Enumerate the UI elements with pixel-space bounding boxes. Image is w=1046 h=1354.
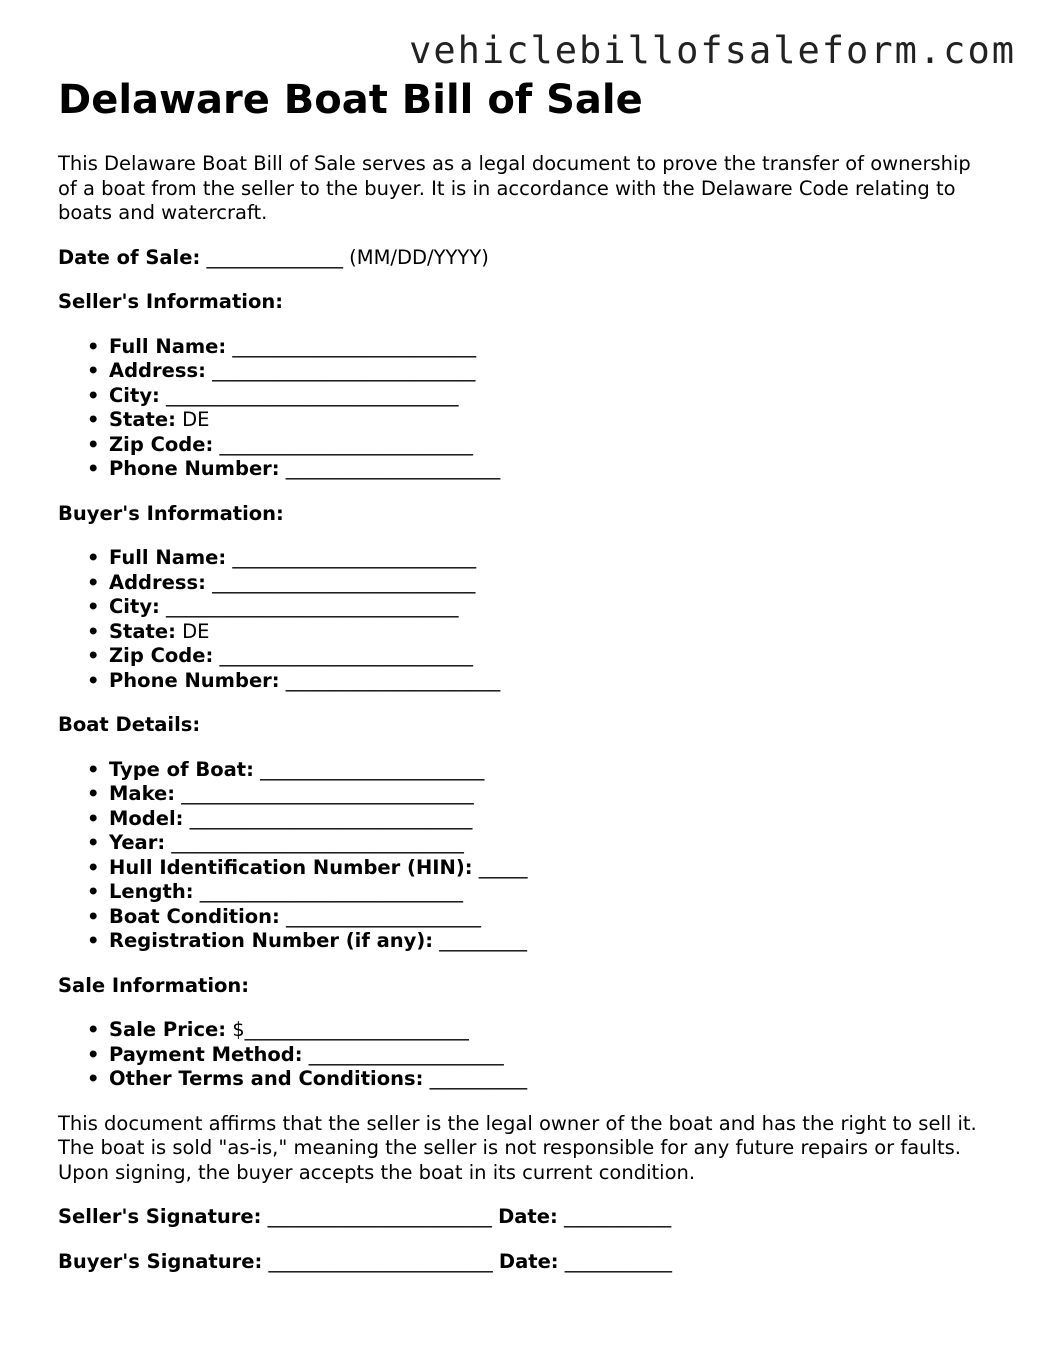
seller-state: [109, 408, 988, 433]
buyer-state: [109, 620, 988, 645]
field-value: DE: [175, 408, 210, 431]
buyer-signature-label: Buyer's Signature:: [58, 1249, 263, 1273]
sale-price: [109, 1018, 988, 1043]
boat-model: [109, 807, 988, 832]
field-value: DE: [175, 619, 210, 643]
boat-condition: [109, 905, 988, 930]
field-value: _________________________: [226, 334, 477, 358]
field-label: Payment Method:: [109, 1042, 303, 1066]
field-label: State:: [109, 408, 176, 431]
buyer-city: [109, 595, 988, 620]
intro-paragraph: This Delaware Boat Bill of Sale serves as a legal document to prove the transfer of ownership of a boat from the seller to the buyer. It is in accordance with the Delaware Code relating to boats and watercraft.: [58, 152, 971, 224]
field-label: Full Name:: [109, 334, 227, 358]
seller-signature-label: Seller's Signature:: [58, 1205, 262, 1228]
field-value: _________________________: [226, 546, 477, 569]
field-label: Type of Boat:: [109, 757, 254, 781]
field-label: City:: [109, 595, 160, 618]
seller-zip-code: [109, 433, 988, 458]
field-value: ____________________: [279, 904, 482, 928]
field-value: __________: [423, 1067, 528, 1090]
field-value: ______________________: [279, 457, 501, 480]
boat-length: [109, 880, 988, 905]
boat-type: [109, 758, 988, 783]
field-value: _____: [472, 855, 528, 879]
bill-of-sale-document: [58, 78, 988, 1274]
site-watermark: vehiclebillofsaleform.com: [409, 29, 1016, 72]
field-label: Boat Condition:: [109, 904, 280, 928]
buyer-info-list: [58, 546, 988, 693]
seller-info-list: [58, 335, 988, 482]
field-value: _____________________________: [183, 806, 473, 830]
seller-full-name: [109, 335, 988, 360]
field-value: ___________________________: [205, 570, 476, 594]
seller-address: [109, 359, 988, 384]
buyer-zip-code: [109, 644, 988, 669]
field-label: City:: [109, 383, 160, 407]
seller-signature-field: _______________________: [261, 1205, 499, 1228]
field-label: Zip Code:: [109, 644, 214, 667]
buyer-phone-number: [109, 669, 988, 694]
field-value: ______________________________: [175, 782, 474, 805]
date-of-sale-field: ______________ (MM/DD/YYYY): [200, 245, 489, 269]
field-value: $_______________________: [226, 1018, 469, 1041]
field-value: __________________________: [213, 432, 473, 456]
date-of-sale-label: Date of Sale:: [58, 245, 201, 269]
field-label: Zip Code:: [109, 432, 214, 456]
field-label: Length:: [109, 880, 194, 903]
boat-hin: [109, 856, 988, 881]
date-of-sale-line: [58, 246, 988, 271]
other-terms: [109, 1067, 988, 1092]
sale-section-title: Sale Information:: [58, 973, 250, 997]
seller-date-label: Date:: [498, 1205, 558, 1228]
buyer-date-field: ___________: [558, 1249, 673, 1273]
buyer-full-name: [109, 546, 988, 571]
sale-info-list: [58, 1018, 988, 1092]
seller-date-field: ___________: [557, 1205, 672, 1228]
field-label: Make:: [109, 782, 176, 805]
field-value: ______________________________: [159, 595, 459, 618]
buyer-address: [109, 571, 988, 596]
boat-section-title: Boat Details:: [58, 713, 201, 736]
boat-make: [109, 782, 988, 807]
buyer-signature-line: [58, 1250, 988, 1275]
seller-city: [109, 384, 988, 409]
field-value: ___________________________: [193, 880, 463, 903]
field-value: __________________________: [213, 644, 473, 667]
field-label: Address:: [109, 570, 206, 594]
field-label: Phone Number:: [109, 457, 280, 480]
field-value: ______________________: [279, 668, 501, 692]
buyer-date-label: Date:: [498, 1249, 559, 1273]
closing-paragraph: This document affirms that the seller is the legal owner of the boat and has the right to sell it. The boat is sold "as-is," meaning the seller is not responsible for any future repairs or faults. Upon signing, the buyer accepts the boat in its current condition.: [58, 1111, 977, 1184]
payment-method: [109, 1043, 988, 1068]
field-label: Model:: [109, 806, 184, 830]
field-label: Other Terms and Conditions:: [109, 1067, 424, 1090]
field-label: Sale Price:: [109, 1018, 227, 1041]
document-title: Delaware Boat Bill of Sale: [58, 77, 643, 123]
field-label: Year:: [109, 831, 166, 854]
boat-registration-number: [109, 929, 988, 954]
field-value: ____________________: [302, 1042, 504, 1066]
field-value: ______________________________: [165, 831, 464, 854]
field-value: ___________________________: [205, 359, 476, 382]
field-label: Phone Number:: [109, 668, 280, 692]
seller-signature-line: [58, 1205, 988, 1230]
field-value: ______________________________: [159, 383, 459, 407]
buyer-section-title: Buyer's Information:: [58, 501, 284, 525]
field-label: Registration Number (if any):: [109, 929, 434, 952]
buyer-signature-field: _______________________: [262, 1249, 499, 1273]
seller-section-title: Seller's Information:: [58, 290, 284, 313]
field-label: State:: [109, 619, 176, 643]
field-value: _________: [433, 929, 528, 952]
boat-year: [109, 831, 988, 856]
field-label: Hull Identification Number (HIN):: [109, 855, 473, 879]
field-value: _______________________: [253, 757, 485, 781]
boat-details-list: [58, 758, 988, 954]
seller-phone-number: [109, 457, 988, 482]
field-label: Address:: [109, 359, 206, 382]
field-label: Full Name:: [109, 546, 227, 569]
